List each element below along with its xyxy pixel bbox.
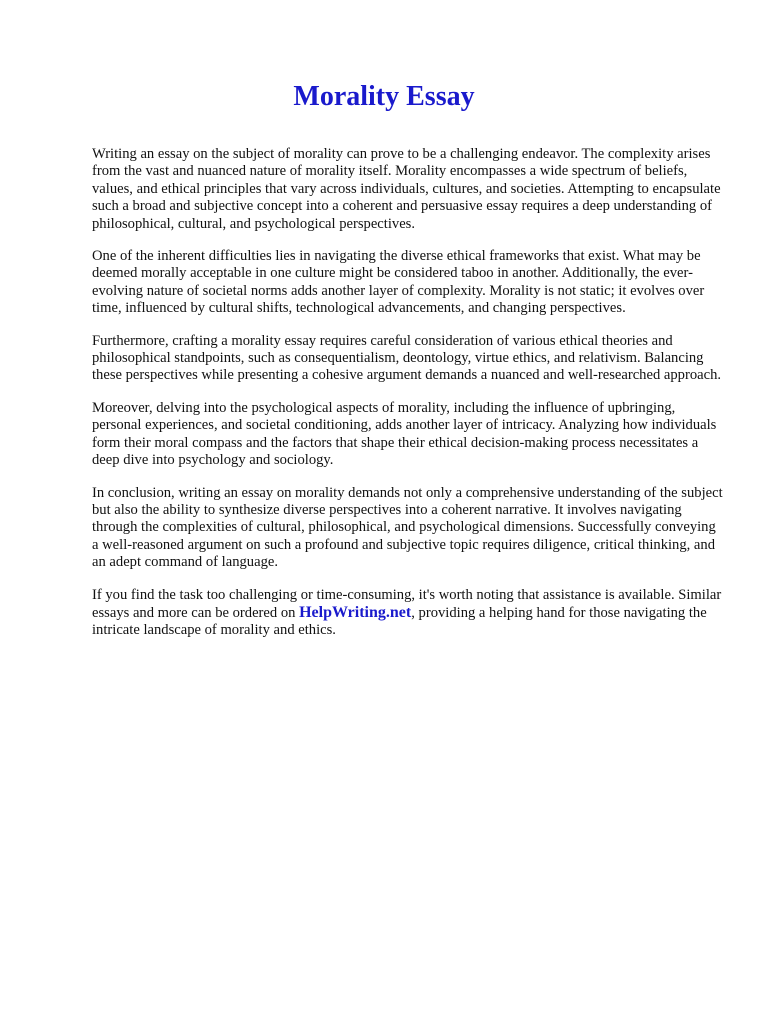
paragraph-2: One of the inherent difficulties lies in navigating the diverse ethical frameworks that exist. What may be deemed morally acceptable in one culture might be considered taboo in another. Additionally, the ever-evolving nature of societal norms adds another layer of complexity. Morality is not static; it evolves over time, influenced by cultural shifts, technological advancements, and changing perspectives. xyxy=(92,248,705,317)
paragraph-6 xyxy=(92,587,724,640)
paragraph-5: In conclusion, writing an essay on morality demands not only a comprehensive understanding of the subject but also the ability to synthesize diverse perspectives into a coherent narrative. It involves navigating through the complexities of cultural, philosophical, and psychological dimensions. Successfully conveying a well-reasoned argument on such a profound and subjective topic requires diligence, critical thinking, and an adept command of language. xyxy=(92,484,723,571)
helpwriting-link[interactable]: HelpWriting.net xyxy=(299,603,412,621)
paragraph-4: Moreover, delving into the psychological aspects of morality, including the influence of upbringing, personal experiences, and societal conditioning, adds another layer of intricacy. Analyzing how individuals form their moral compass and the factors that shape their ethical decision-making process necessitates a deep dive into psychology and sociology. xyxy=(92,399,717,469)
paragraph-3: Furthermore, crafting a morality essay requires careful consideration of various ethical theories and philosophical standpoints, such as consequentialism, deontology, virtue ethics, and relativism. Balancing these perspectives while presenting a cohesive argument demands a nuanced and well-researched approach. xyxy=(92,332,722,384)
paragraph-6-after-link: , providing a helping hand for those navigating the intricate landscape of morality and ethics. xyxy=(92,604,707,639)
paragraph-6-before-link: If you find the task too challenging or time-consuming, it's worth noting that assistance is available. Similar essays and more can be ordered on xyxy=(92,586,722,621)
page-title: Morality Essay xyxy=(293,81,475,112)
paragraph-1: Writing an essay on the subject of morality can prove to be a challenging endeavor. The complexity arises from the vast and nuanced nature of morality itself. Morality encompasses a wide spectrum of beliefs, values, and ethical principles that vary across individuals, cultures, and societies. Attempting to encapsulate such a broad and subjective concept into a coherent and persuasive essay requires a deep understanding of philosophical, cultural, and psychological perspectives. xyxy=(92,146,721,232)
essay-body xyxy=(92,146,724,655)
